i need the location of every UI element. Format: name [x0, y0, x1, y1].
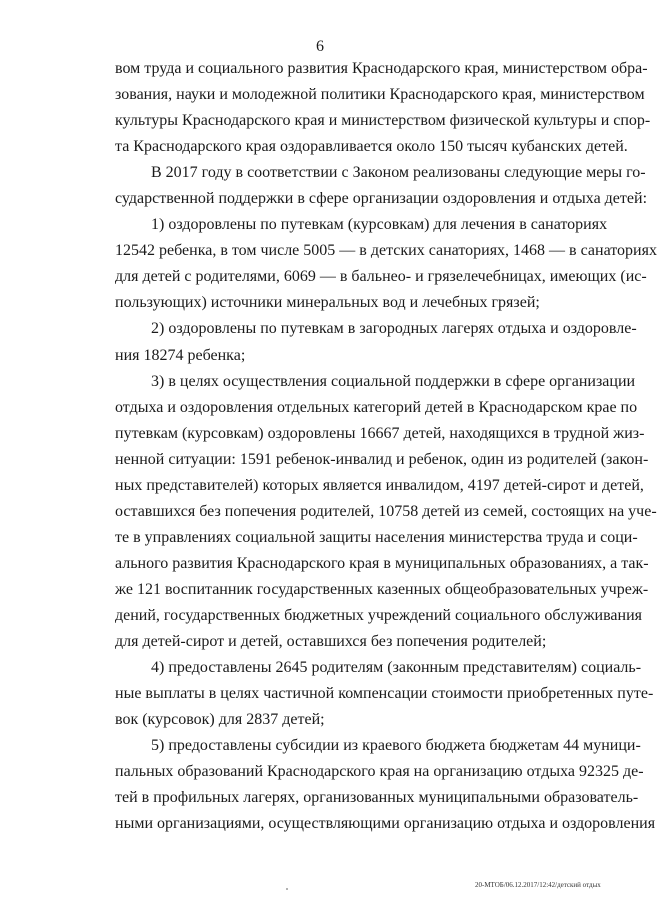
- text-line: вок (курсовок) для 2837 детей;: [115, 711, 325, 729]
- page-number: 6: [316, 38, 324, 55]
- text-line: 3) в целях осуществления социальной поддержки в сфере организации: [151, 372, 636, 390]
- text-line: ными организациями, осуществляющими организацию отдыха и оздоровления: [115, 815, 656, 833]
- text-line: вом труда и социального развития Краснодарского края, министерством обра-: [115, 60, 648, 77]
- scan-dot-mark: [286, 888, 288, 890]
- text-line: путевкам (курсовкам) оздоровлены 16667 детей, находящихся в трудной жиз-: [115, 424, 645, 442]
- text-line: ные выплаты в целях частичной компенсации стоимости приобретенных путе-: [115, 685, 654, 703]
- text-line: зования, науки и молодежной политики Краснодарского края, министерством: [115, 86, 645, 104]
- text-line: ального развития Краснодарского края в муниципальных образованиях, а так-: [115, 554, 649, 572]
- text-line: ненной ситуации: 1591 ребенок-инвалид и ребенок, один из родителей (закон-: [115, 450, 649, 468]
- text-line: ния 18274 ребенка;: [115, 346, 246, 364]
- text-line: тей в профильных лагерях, организованных муниципальными образователь-: [115, 789, 639, 807]
- text-line: отдыха и оздоровления отдельных категорий детей в Краснодарском крае по: [115, 398, 638, 416]
- text-line: дений, государственных бюджетных учреждений социального обслуживания: [115, 606, 642, 624]
- text-line: оставшихся без попечения родителей, 10758 детей из семей, состоящих на уче-: [115, 502, 657, 520]
- text-line: ных представителей) которых является инвалидом, 4197 детей-сирот и детей,: [115, 476, 644, 494]
- text-line: 5) предоставлены субсидии из краевого бюджета бюджетам 44 муници-: [151, 737, 641, 755]
- document-body: [115, 56, 657, 837]
- text-line: пользующих) источники минеральных вод и лечебных грязей;: [115, 294, 540, 312]
- text-line: культуры Краснодарского края и министерством физической культуры и спор-: [115, 112, 651, 130]
- text-line: для детей с родителями, 6069 — в бальнео- и грязелечебницах, имеющих (ис-: [115, 268, 647, 286]
- text-line: для детей-сирот и детей, оставшихся без попечения родителей;: [115, 633, 547, 651]
- text-line: та Краснодарского края оздоравливается около 150 тысяч кубанских детей.: [115, 138, 628, 156]
- text-line: пальных образований Краснодарского края на организацию отдыха 92325 де-: [115, 763, 644, 781]
- text-line: 4) предоставлены 2645 родителям (законным представителям) социаль-: [151, 659, 642, 677]
- text-line: В 2017 году в соответствии с Законом реализованы следующие меры го-: [151, 164, 646, 182]
- text-line: 12542 ребенка, в том числе 5005 — в детских санаториях, 1468 — в санаториях: [115, 242, 657, 260]
- text-line: 1) оздоровлены по путевкам (курсовкам) для лечения в санаториях: [151, 216, 608, 234]
- text-line: же 121 воспитанник государственных казенных общеобразовательных учреж-: [115, 580, 649, 598]
- footer-document-stamp: 20-МТОБ/06.12.2017/12:42/детский отдых: [475, 881, 601, 889]
- text-line: 2) оздоровлены по путевкам в загородных лагерях отдыха и оздоровле-: [151, 320, 637, 338]
- text-line: те в управлениях социальной защиты населения министерства труда и соци-: [115, 528, 638, 546]
- text-line: сударственной поддержки в сфере организации оздоровления и отдыха детей:: [115, 190, 648, 208]
